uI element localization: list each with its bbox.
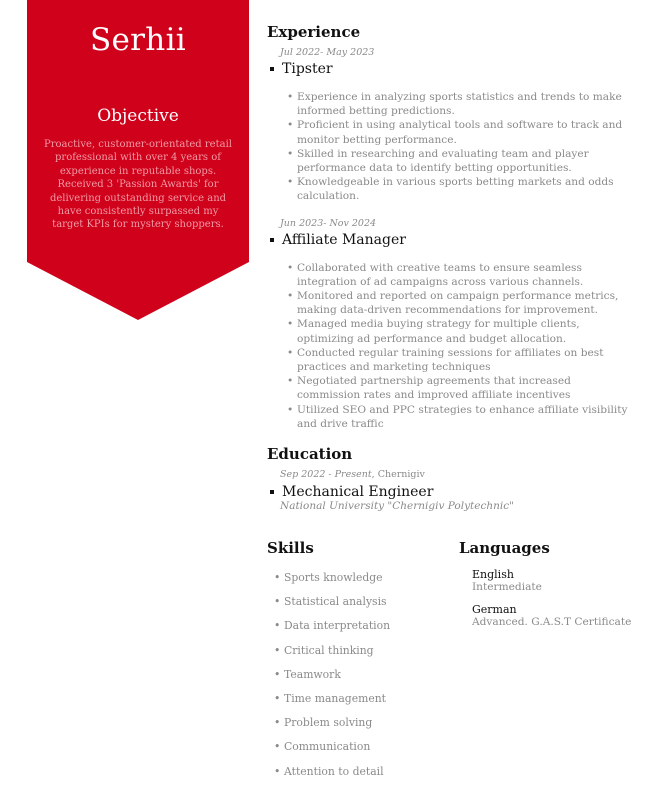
skill-item: • Problem solving <box>274 716 447 740</box>
job-dates: Jun 2023- Nov 2024 <box>280 217 377 229</box>
languages-section <box>459 539 644 628</box>
bullet-square-icon <box>270 238 274 242</box>
education-dates: Sep 2022 - Present, Chernigiv <box>280 469 425 481</box>
job-bullets <box>267 261 637 431</box>
objective-text: Proactive, customer-orientated retail professional with over 4 years of experience in reputable shops. Received 3 'Passion Awards' for delivering outstanding service and have consistently surpassed my target KPIs for mystery shoppers. <box>44 139 232 231</box>
skill-item: • Critical thinking <box>274 644 447 668</box>
skill-item: • Time management <box>274 692 447 716</box>
degree-title: Mechanical Engineer <box>282 484 434 501</box>
degree-row <box>267 484 637 500</box>
list-item: • Negotiated partnership agreements that increased commission rates and improved affiliate incentives <box>287 374 632 402</box>
list-item: • Managed media buying strategy for multiple clients, optimizing ad performance and budget allocation. <box>287 317 632 345</box>
languages-title: Languages <box>459 539 550 557</box>
skills-list <box>267 571 447 789</box>
bullet-square-icon <box>270 490 274 494</box>
skill-item: • Teamwork <box>274 668 447 692</box>
education-location: Chernigiv <box>377 469 425 481</box>
language-entry <box>472 568 644 593</box>
objective-title: Objective <box>97 106 179 126</box>
list-item: • Utilized SEO and PPC strategies to enhance affiliate visibility and drive traffic <box>287 403 632 431</box>
language-level: Intermediate <box>472 581 542 593</box>
job-entry <box>267 47 637 204</box>
education-title: Education <box>267 445 353 464</box>
language-name: German <box>472 603 517 616</box>
list-item: • Skilled in researching and evaluating team and player performance data to identify betting opportunities. <box>287 147 632 175</box>
job-title: Tipster <box>282 61 333 77</box>
skills-section <box>267 539 447 789</box>
language-name: English <box>472 568 514 581</box>
bullet-square-icon <box>270 67 274 71</box>
list-item: • Experience in analyzing sports statistics and trends to make informed betting predictions. <box>287 90 632 118</box>
skills-title: Skills <box>267 539 314 557</box>
list-item: • Proficient in using analytical tools and software to track and monitor betting performance. <box>287 118 632 146</box>
job-bullets <box>267 90 637 204</box>
main-column <box>267 0 637 512</box>
skill-item: • Attention to detail <box>274 765 447 789</box>
education-date-range: Sep 2022 - Present <box>280 469 372 481</box>
language-entry <box>472 603 644 628</box>
list-item: • Collaborated with creative teams to ensure seamless integration of ad campaigns across various channels. <box>287 261 632 289</box>
skill-item: • Communication <box>274 740 447 764</box>
job-title-row <box>267 61 637 77</box>
skill-item: • Sports knowledge <box>274 571 447 595</box>
job-entry <box>267 218 637 431</box>
school-name: National University "Chernigiv Polytechnic" <box>280 500 514 513</box>
list-item: • Knowledgeable in various sports betting markets and odds calculation. <box>287 175 632 203</box>
list-item: • Conducted regular training sessions for affiliates on best practices and marketing techniques <box>287 346 632 374</box>
profile-name: Serhii <box>90 22 186 58</box>
list-item: • Monitored and reported on campaign performance metrics, making data-driven recommendations for improvement. <box>287 289 632 317</box>
job-dates: Jul 2022- May 2023 <box>280 47 375 58</box>
job-title-row <box>267 232 637 248</box>
profile-banner <box>27 0 249 320</box>
language-level: Advanced. G.A.S.T Certificate <box>472 616 632 628</box>
skill-item: • Statistical analysis <box>274 595 447 619</box>
job-title: Affiliate Manager <box>282 231 406 248</box>
experience-title: Experience <box>267 23 361 41</box>
skill-item: • Data interpretation <box>274 619 447 643</box>
